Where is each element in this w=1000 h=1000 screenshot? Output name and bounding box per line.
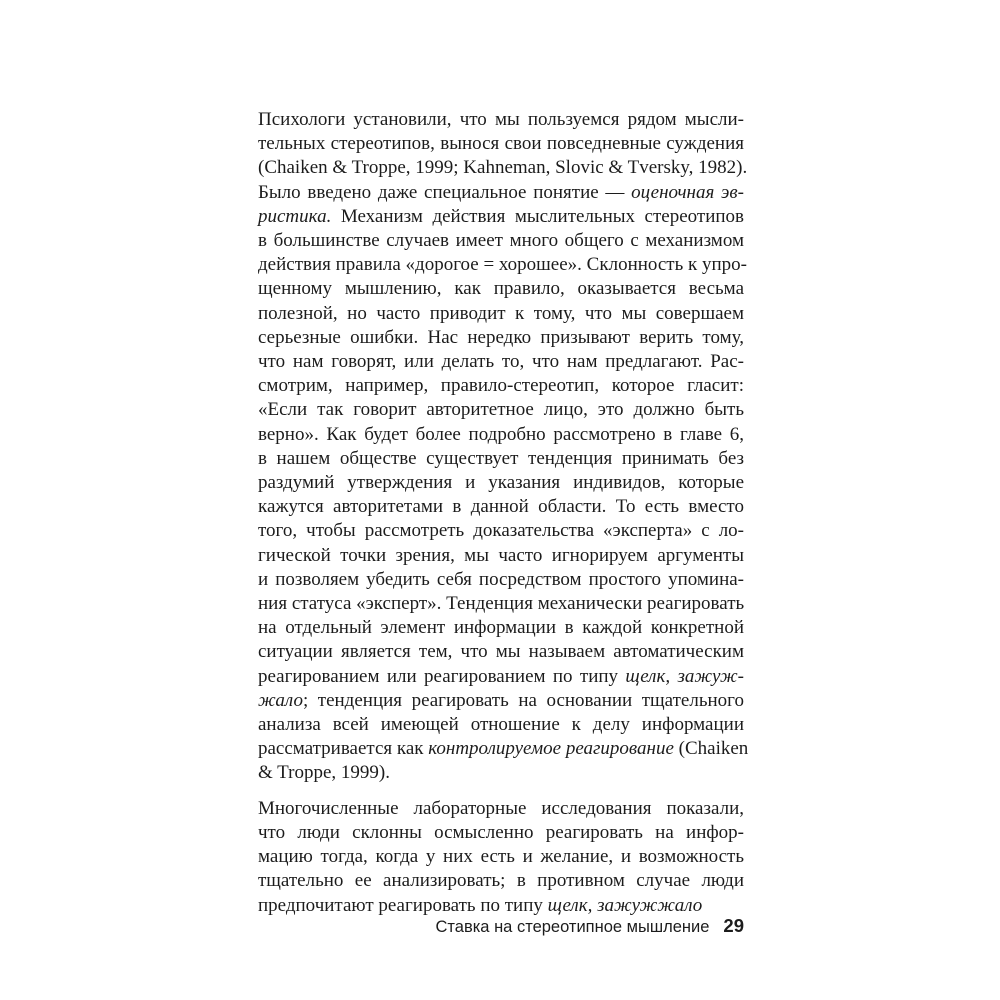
text-run: щенному мышлению, как правило, оказывается весьма xyxy=(258,278,744,300)
text-line xyxy=(258,447,744,471)
text-run: что люди склонны осмысленно реагировать на инфор- xyxy=(258,821,744,843)
body-text xyxy=(258,108,749,918)
text-run: мацию тогда, когда у них есть и желание, и возможность xyxy=(258,846,744,868)
text-run: тельных стереотипов, вынося свои повседневные суждения xyxy=(258,133,744,155)
text-line xyxy=(258,797,744,821)
text-run: полезной, но часто приводит к тому, что мы совершаем xyxy=(258,302,744,324)
text-run: на отдельный элемент информации в каждой конкретной xyxy=(258,617,744,639)
text-line xyxy=(258,374,744,398)
text-line xyxy=(258,737,749,761)
text-run: Механизм действия мыслительных стереотипов xyxy=(331,205,744,227)
text-run: тщательно ее анализировать; в противном случае люди xyxy=(258,870,744,892)
italic-term: ристика. xyxy=(258,205,332,227)
text-run: кажутся авторитетами в данной области. То есть вместо xyxy=(258,496,744,518)
text-run: (Chaiken & Troppe, 1999; Kahneman, Slovic & Tversky, 1982). xyxy=(258,157,748,179)
text-line xyxy=(258,205,744,229)
italic-term: контролируемое реагирование xyxy=(428,738,674,760)
text-line xyxy=(258,277,744,301)
text-line xyxy=(258,665,744,689)
text-line xyxy=(258,132,744,156)
text-run: верно». Как будет более подробно рассмотрено в главе 6, xyxy=(258,423,744,445)
text-line xyxy=(258,869,744,893)
text-run: (Chaiken xyxy=(673,738,749,760)
text-line xyxy=(258,616,744,640)
text-run: ния статуса «эксперт». Тенденция механически реагировать xyxy=(258,593,745,615)
text-line xyxy=(258,423,744,447)
text-line xyxy=(258,544,744,568)
italic-term: оценочная эв- xyxy=(631,181,744,203)
text-line xyxy=(258,845,744,869)
text-line xyxy=(258,495,744,519)
text-line xyxy=(258,108,744,132)
text-run: гической точки зрения, мы часто игнорируем аргументы xyxy=(258,544,744,566)
text-run: анализа всей имеющей отношение к делу информации xyxy=(258,714,744,736)
running-footer xyxy=(258,915,744,937)
text-line xyxy=(258,689,744,713)
text-line xyxy=(258,229,744,253)
text-run: в большинстве случаев имеет много общего с механизмом xyxy=(258,230,744,252)
italic-term: щелк, зажужжало xyxy=(547,894,703,916)
text-line xyxy=(258,253,747,277)
text-run: «Если так говорит авторитетное лицо, это должно быть xyxy=(258,399,744,421)
text-run: Психологи установили, что мы пользуемся рядом мысли- xyxy=(258,109,744,130)
text-run: что нам говорят, или делать то, что нам предлагают. Рас- xyxy=(258,351,744,373)
text-line xyxy=(258,181,744,205)
text-run: реагированием или реагированием по типу xyxy=(258,665,626,687)
text-run: того, чтобы рассмотреть доказательства «эксперта» с ло- xyxy=(258,520,744,542)
text-run: ; тенденция реагировать на основании тщательного xyxy=(302,689,744,711)
text-line xyxy=(258,568,744,592)
paragraph-1 xyxy=(258,108,749,786)
text-line xyxy=(258,592,744,616)
text-run: действия правила «дорогое = хорошее». Склонность к упро- xyxy=(258,254,747,276)
text-run: предпочитают реагировать по типу xyxy=(258,894,548,916)
text-run: ситуации является тем, что мы называем автоматическим xyxy=(258,641,744,663)
text-run: и позволяем убедить себя посредством простого упомина- xyxy=(258,568,744,590)
footer-title: Ставка на стереотипное мышление xyxy=(435,918,710,936)
text-run: Многочисленные лабораторные исследования показали, xyxy=(258,797,744,819)
text-line xyxy=(258,326,744,350)
text-run: рассматривается как xyxy=(258,738,429,760)
text-line xyxy=(258,398,744,422)
page-number: 29 xyxy=(723,915,744,936)
text-line xyxy=(258,156,748,180)
text-run: серьезные ошибки. Нас нередко призывают верить тому, xyxy=(258,326,744,348)
text-line xyxy=(258,350,744,374)
text-run: смотрим, например, правило-стереотип, которое гласит: xyxy=(258,375,744,397)
text-line xyxy=(258,640,744,664)
text-line xyxy=(258,471,744,495)
text-line xyxy=(258,761,744,785)
text-run: & Troppe, 1999). xyxy=(258,762,390,784)
paragraph-2 xyxy=(258,797,744,918)
italic-term: жало xyxy=(258,689,303,711)
text-run: Было введено даже специальное понятие — xyxy=(258,181,632,203)
text-line xyxy=(258,302,744,326)
text-line xyxy=(258,713,744,737)
text-run: раздумий утверждения и указания индивидов, которые xyxy=(258,472,744,494)
text-run: в нашем обществе существует тенденция принимать без xyxy=(258,447,744,469)
italic-term: щелк, зажуж- xyxy=(625,665,745,687)
text-line xyxy=(258,519,744,543)
text-line xyxy=(258,821,744,845)
